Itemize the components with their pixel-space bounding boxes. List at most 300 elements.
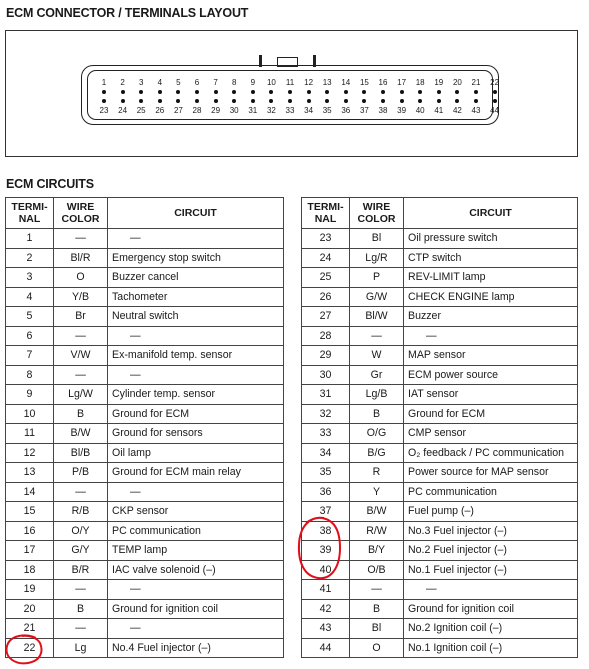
circuit-cell: TEMP lamp xyxy=(108,541,284,561)
wire-color-cell: B xyxy=(350,599,404,619)
pin-row-top xyxy=(88,78,500,98)
pin-number: 41 xyxy=(434,106,444,115)
annotation-stroke xyxy=(7,635,42,663)
connector-pin xyxy=(447,99,467,115)
pin-dot xyxy=(214,99,218,103)
terminal-cell: 1 xyxy=(6,229,54,249)
circuit-cell: Ground for sensors xyxy=(108,424,284,444)
pin-dot xyxy=(437,90,441,94)
circuit-cell: — xyxy=(108,619,284,639)
circuit-cell: No.3 Fuel injector (–) xyxy=(404,521,578,541)
circuit-cell: Cylinder temp. sensor xyxy=(108,385,284,405)
terminal-cell: 22 xyxy=(6,638,54,658)
connector-pin xyxy=(280,99,300,115)
pin-dot xyxy=(269,99,273,103)
terminal-cell: 11 xyxy=(6,424,54,444)
pin-number: 9 xyxy=(250,78,256,87)
terminal-cell: 14 xyxy=(6,482,54,502)
connector-pin xyxy=(299,78,319,94)
table-row xyxy=(6,502,284,522)
pin-dot xyxy=(307,90,311,94)
table-row xyxy=(302,248,578,268)
pin-number: 15 xyxy=(359,78,369,87)
terminal-cell: 17 xyxy=(6,541,54,561)
terminal-cell: 18 xyxy=(6,560,54,580)
circuit-cell: Fuel pump (–) xyxy=(404,502,578,522)
pin-dot xyxy=(121,99,125,103)
pin-number: 10 xyxy=(266,78,276,87)
terminal-cell: 20 xyxy=(6,599,54,619)
pin-number: 14 xyxy=(341,78,351,87)
wire-color-cell: — xyxy=(54,482,108,502)
table-row xyxy=(302,619,578,639)
connector-pin xyxy=(336,99,356,115)
pin-number: 23 xyxy=(99,106,109,115)
wire-color-cell: — xyxy=(54,580,108,600)
header-circuit: CIRCUIT xyxy=(108,198,284,229)
terminal-cell: 9 xyxy=(6,385,54,405)
pin-number: 37 xyxy=(359,106,369,115)
connector-pin xyxy=(485,99,505,115)
header-terminal: TERMI- NAL xyxy=(6,198,54,229)
wire-color-cell: — xyxy=(350,326,404,346)
header-circuit: CIRCUIT xyxy=(404,198,578,229)
connector-pin xyxy=(336,78,356,94)
pin-number: 32 xyxy=(266,106,276,115)
terminal-cell: 37 xyxy=(302,502,350,522)
pin-dot xyxy=(102,99,106,103)
connector-pin xyxy=(429,78,449,94)
pin-number: 17 xyxy=(397,78,407,87)
wire-color-cell: Bl/R xyxy=(54,248,108,268)
wire-color-cell: O/B xyxy=(350,560,404,580)
terminal-cell: 43 xyxy=(302,619,350,639)
terminal-cell: 12 xyxy=(6,443,54,463)
wire-color-cell: R/B xyxy=(54,502,108,522)
connector-pin xyxy=(113,99,133,115)
connector-pin xyxy=(373,78,393,94)
connector-pin xyxy=(206,78,226,94)
wire-color-cell: Bl/W xyxy=(350,307,404,327)
wire-color-cell: B/W xyxy=(54,424,108,444)
pin-dot xyxy=(139,90,143,94)
table-header-row xyxy=(302,198,578,229)
table-row xyxy=(6,404,284,424)
table-row xyxy=(302,268,578,288)
circuits-table-left xyxy=(5,197,284,658)
terminal-cell: 42 xyxy=(302,599,350,619)
pin-number: 22 xyxy=(490,78,500,87)
wire-color-cell: P xyxy=(350,268,404,288)
pin-dot xyxy=(176,90,180,94)
pin-dot xyxy=(232,99,236,103)
circuit-cell: No.2 Ignition coil (–) xyxy=(404,619,578,639)
table-row xyxy=(302,404,578,424)
wire-color-cell: Y xyxy=(350,482,404,502)
terminal-cell: 21 xyxy=(6,619,54,639)
terminal-cell: 41 xyxy=(302,580,350,600)
annotation-circle-38-40 xyxy=(294,514,346,582)
pin-number: 29 xyxy=(211,106,221,115)
table-row xyxy=(6,541,284,561)
pin-number: 36 xyxy=(341,106,351,115)
pin-dot xyxy=(455,90,459,94)
pin-dot xyxy=(418,99,422,103)
connector-pin xyxy=(243,99,263,115)
wire-color-cell: W xyxy=(350,346,404,366)
annotation-circle-22 xyxy=(2,632,48,668)
terminal-cell: 16 xyxy=(6,521,54,541)
pin-dot xyxy=(251,99,255,103)
connector-pin xyxy=(206,99,226,115)
wire-color-cell: — xyxy=(54,365,108,385)
terminal-cell: 32 xyxy=(302,404,350,424)
table-row xyxy=(302,580,578,600)
terminal-cell: 13 xyxy=(6,463,54,483)
wire-color-cell: Lg/B xyxy=(350,385,404,405)
table-row xyxy=(6,268,284,288)
table-row xyxy=(6,248,284,268)
pin-number: 33 xyxy=(285,106,295,115)
pin-number: 4 xyxy=(157,78,163,87)
terminal-cell: 2 xyxy=(6,248,54,268)
pin-number: 18 xyxy=(415,78,425,87)
table-row xyxy=(302,599,578,619)
circuit-cell: PC communication xyxy=(108,521,284,541)
wire-color-cell: B xyxy=(54,404,108,424)
wire-color-cell: Lg/R xyxy=(350,248,404,268)
terminal-cell: 10 xyxy=(6,404,54,424)
pin-number: 44 xyxy=(490,106,500,115)
circuit-cell: — xyxy=(108,326,284,346)
connector-pin xyxy=(224,99,244,115)
circuit-cell: No.1 Ignition coil (–) xyxy=(404,638,578,658)
connector-pin xyxy=(317,99,337,115)
table-row xyxy=(302,346,578,366)
terminal-cell: 28 xyxy=(302,326,350,346)
table-header-row xyxy=(6,198,284,229)
wire-color-cell: Bl xyxy=(350,229,404,249)
terminal-cell: 19 xyxy=(6,580,54,600)
circuit-cell: ECM power source xyxy=(404,365,578,385)
pin-number: 31 xyxy=(248,106,258,115)
connector-pin xyxy=(131,99,151,115)
pin-number: 24 xyxy=(118,106,128,115)
connector-pin xyxy=(187,99,207,115)
connector-diagram xyxy=(5,30,578,157)
connector-pin xyxy=(261,78,281,94)
connector-section-title: ECM CONNECTOR / TERMINALS LAYOUT xyxy=(6,6,249,20)
table-row xyxy=(302,424,578,444)
circuit-cell: Neutral switch xyxy=(108,307,284,327)
connector-pin xyxy=(299,99,319,115)
circuit-cell: Ground for ECM xyxy=(404,404,578,424)
connector-pin xyxy=(113,78,133,94)
pin-dot xyxy=(307,99,311,103)
wire-color-cell: V/W xyxy=(54,346,108,366)
annotation-stroke xyxy=(299,518,340,578)
terminal-cell: 23 xyxy=(302,229,350,249)
terminal-cell: 8 xyxy=(6,365,54,385)
wire-color-cell: B xyxy=(350,404,404,424)
circuit-cell: REV-LIMIT lamp xyxy=(404,268,578,288)
pin-number: 38 xyxy=(378,106,388,115)
pin-number: 34 xyxy=(304,106,314,115)
table-row xyxy=(6,307,284,327)
table-row xyxy=(302,463,578,483)
terminal-cell: 31 xyxy=(302,385,350,405)
pin-number: 35 xyxy=(322,106,332,115)
pin-number: 30 xyxy=(229,106,239,115)
circuit-cell: IAC valve solenoid (–) xyxy=(108,560,284,580)
table-row xyxy=(6,463,284,483)
circuit-cell: — xyxy=(108,229,284,249)
circuit-cell: Emergency stop switch xyxy=(108,248,284,268)
connector-pin xyxy=(131,78,151,94)
table-row xyxy=(302,229,578,249)
circuit-cell: MAP sensor xyxy=(404,346,578,366)
terminal-cell: 3 xyxy=(6,268,54,288)
table-row xyxy=(6,599,284,619)
connector-pin xyxy=(94,99,114,115)
circuit-cell: Ex-manifold temp. sensor xyxy=(108,346,284,366)
table-row xyxy=(302,638,578,658)
pin-dot xyxy=(176,99,180,103)
terminal-cell: 4 xyxy=(6,287,54,307)
pin-number: 19 xyxy=(434,78,444,87)
wire-color-cell: Bl/B xyxy=(54,443,108,463)
connector-pin xyxy=(447,78,467,94)
table-row xyxy=(6,424,284,444)
table-row xyxy=(302,385,578,405)
pin-number: 8 xyxy=(231,78,237,87)
pin-dot xyxy=(102,90,106,94)
wire-color-cell: B xyxy=(54,599,108,619)
connector-pin xyxy=(466,99,486,115)
wire-color-cell: O xyxy=(54,268,108,288)
table-row xyxy=(6,326,284,346)
pin-number: 43 xyxy=(471,106,481,115)
wire-color-cell: O xyxy=(350,638,404,658)
terminal-cell: 26 xyxy=(302,287,350,307)
pin-number: 28 xyxy=(192,106,202,115)
wire-color-cell: — xyxy=(54,229,108,249)
connector-pin xyxy=(261,99,281,115)
terminal-cell: 33 xyxy=(302,424,350,444)
circuit-cell: Buzzer xyxy=(404,307,578,327)
connector-pin xyxy=(392,78,412,94)
table-row xyxy=(302,443,578,463)
circuit-cell: Ground for ECM main relay xyxy=(108,463,284,483)
circuit-cell: — xyxy=(108,365,284,385)
circuit-cell: — xyxy=(404,580,578,600)
table-row xyxy=(302,326,578,346)
connector-pin xyxy=(187,78,207,94)
pin-dot xyxy=(455,99,459,103)
pin-number: 11 xyxy=(285,78,295,87)
wire-color-cell: B/Y xyxy=(350,541,404,561)
pin-dot xyxy=(493,99,497,103)
pin-dot xyxy=(288,99,292,103)
connector-pin xyxy=(224,78,244,94)
terminal-cell: 24 xyxy=(302,248,350,268)
terminal-cell: 27 xyxy=(302,307,350,327)
pin-dot xyxy=(344,99,348,103)
circuit-cell: — xyxy=(404,326,578,346)
circuit-cell: Tachometer xyxy=(108,287,284,307)
circuit-cell: No.2 Fuel injector (–) xyxy=(404,541,578,561)
pin-number: 40 xyxy=(415,106,425,115)
pin-number: 39 xyxy=(397,106,407,115)
terminal-cell: 38 xyxy=(302,521,350,541)
connector-pin xyxy=(410,78,430,94)
pin-dot xyxy=(158,90,162,94)
header-wire-color: WIRE COLOR xyxy=(54,198,108,229)
pin-dot xyxy=(362,90,366,94)
circuits-section-title: ECM CIRCUITS xyxy=(6,177,94,191)
wire-color-cell: R/W xyxy=(350,521,404,541)
terminal-cell: 6 xyxy=(6,326,54,346)
connector-pin xyxy=(373,99,393,115)
circuit-cell: Oil lamp xyxy=(108,443,284,463)
connector-pin xyxy=(168,99,188,115)
pin-dot xyxy=(195,90,199,94)
table-row xyxy=(6,287,284,307)
connector-pin xyxy=(354,99,374,115)
pin-row-bottom xyxy=(88,99,500,119)
pin-dot xyxy=(344,90,348,94)
table-row xyxy=(302,365,578,385)
pin-number: 21 xyxy=(471,78,481,87)
circuit-cell: Ground for ignition coil xyxy=(404,599,578,619)
circuit-cell: — xyxy=(108,482,284,502)
pin-number: 27 xyxy=(173,106,183,115)
circuit-cell: CTP switch xyxy=(404,248,578,268)
pin-dot xyxy=(214,90,218,94)
wire-color-cell: — xyxy=(54,326,108,346)
table-row xyxy=(6,443,284,463)
header-terminal: TERMI- NAL xyxy=(302,198,350,229)
table-row xyxy=(302,482,578,502)
header-wire-color: WIRE COLOR xyxy=(350,198,404,229)
circuit-cell: Buzzer cancel xyxy=(108,268,284,288)
pin-number: 1 xyxy=(101,78,107,87)
pin-number: 2 xyxy=(120,78,125,87)
pin-number: 5 xyxy=(176,78,181,87)
circuit-cell: CKP sensor xyxy=(108,502,284,522)
wire-color-cell: G/Y xyxy=(54,541,108,561)
circuit-cell: Ground for ignition coil xyxy=(108,599,284,619)
table-row xyxy=(302,307,578,327)
pin-number: 12 xyxy=(304,78,314,87)
connector-pin xyxy=(168,78,188,94)
wire-color-cell: R xyxy=(350,463,404,483)
connector-pin xyxy=(354,78,374,94)
terminal-cell: 36 xyxy=(302,482,350,502)
pin-number: 20 xyxy=(452,78,462,87)
terminal-cell: 7 xyxy=(6,346,54,366)
table-row xyxy=(6,229,284,249)
circuit-cell: CMP sensor xyxy=(404,424,578,444)
circuits-table-right xyxy=(301,197,578,658)
circuit-cell: No.4 Fuel injector (–) xyxy=(108,638,284,658)
pin-number: 16 xyxy=(378,78,388,87)
pin-number: 6 xyxy=(194,78,200,87)
wire-color-cell: O/G xyxy=(350,424,404,444)
terminal-cell: 15 xyxy=(6,502,54,522)
pin-number: 26 xyxy=(155,106,165,115)
circuit-cell: Ground for ECM xyxy=(108,404,284,424)
pin-dot xyxy=(362,99,366,103)
pin-dot xyxy=(139,99,143,103)
table-row xyxy=(6,385,284,405)
wire-color-cell: P/B xyxy=(54,463,108,483)
connector-pin xyxy=(392,99,412,115)
wire-color-cell: G/W xyxy=(350,287,404,307)
connector-pin xyxy=(243,78,263,94)
connector-pin xyxy=(280,78,300,94)
terminal-cell: 35 xyxy=(302,463,350,483)
circuit-cell: — xyxy=(108,580,284,600)
wire-color-cell: Lg/W xyxy=(54,385,108,405)
pin-dot xyxy=(288,90,292,94)
pin-dot xyxy=(381,99,385,103)
pin-dot xyxy=(269,90,273,94)
wire-color-cell: O/Y xyxy=(54,521,108,541)
table-row xyxy=(6,521,284,541)
terminal-cell: 34 xyxy=(302,443,350,463)
connector-pin xyxy=(317,78,337,94)
wire-color-cell: B/R xyxy=(54,560,108,580)
wire-color-cell: Gr xyxy=(350,365,404,385)
pin-dot xyxy=(493,90,497,94)
pin-number: 25 xyxy=(136,106,146,115)
pin-dot xyxy=(381,90,385,94)
wire-color-cell: B/G xyxy=(350,443,404,463)
wire-color-cell: — xyxy=(54,619,108,639)
table-row xyxy=(302,287,578,307)
connector-pin xyxy=(94,78,114,94)
pin-dot xyxy=(121,90,125,94)
connector-pin xyxy=(150,99,170,115)
circuit-cell: IAT sensor xyxy=(404,385,578,405)
pin-dot xyxy=(325,99,329,103)
pin-dot xyxy=(400,99,404,103)
terminal-cell: 30 xyxy=(302,365,350,385)
wire-color-cell: Bl xyxy=(350,619,404,639)
pin-dot xyxy=(158,99,162,103)
terminal-cell: 39 xyxy=(302,541,350,561)
pin-dot xyxy=(474,90,478,94)
connector-pin xyxy=(150,78,170,94)
pin-dot xyxy=(418,90,422,94)
connector-pin xyxy=(429,99,449,115)
pin-number: 13 xyxy=(322,78,332,87)
pin-number: 3 xyxy=(138,78,144,87)
table-row xyxy=(6,482,284,502)
circuit-cell: PC communication xyxy=(404,482,578,502)
pin-dot xyxy=(195,99,199,103)
table-row xyxy=(6,580,284,600)
connector-pin xyxy=(410,99,430,115)
pin-dot xyxy=(232,90,236,94)
connector-pin-field xyxy=(87,70,500,120)
terminal-cell: 29 xyxy=(302,346,350,366)
wire-color-cell: — xyxy=(350,580,404,600)
pin-dot xyxy=(474,99,478,103)
wire-color-cell: Br xyxy=(54,307,108,327)
table-row xyxy=(6,346,284,366)
